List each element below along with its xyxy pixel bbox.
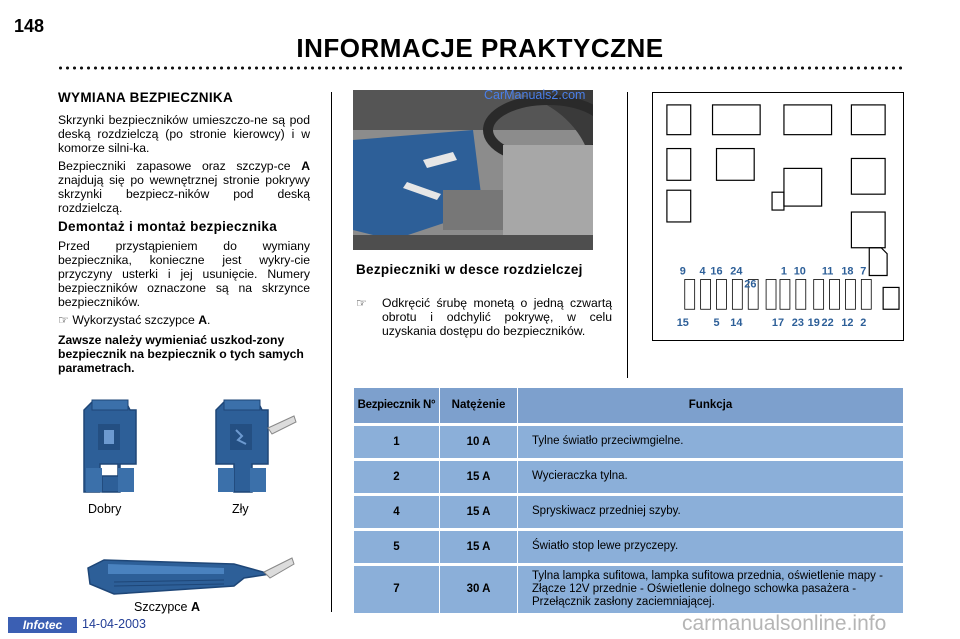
fuse-slot [796,279,806,309]
fuse-number-label: 26 [744,278,757,291]
pointing-hand-icon: ☞ [356,296,367,310]
fuse-amperage: 15 A [440,459,518,494]
fuse-number-label: 18 [841,265,854,278]
fuse-function: Wycieraczka tylna. [518,459,904,494]
fuse-slot [845,279,855,309]
table-header-row [354,388,904,424]
removal-subheading: Demontaż i montaż bezpiecznika [58,219,278,234]
fuse-number-label: 11 [821,265,834,278]
paragraph-spare-fuses [58,159,310,215]
page-number: 148 [14,16,45,36]
footer-site-watermark: carmanualsonline.info [682,612,887,635]
replacement-warning: Zawsze należy wymieniać uszkod-zony bezpiecznik na bezpiecznik o tych samych parametrach. [58,333,304,375]
fuse-amperage: 30 A [440,564,518,613]
fuse-slot [861,279,871,309]
header-amperage: Natężenie [440,388,518,424]
fuse-number-label: 16 [710,265,723,278]
instruction-text: Odkręcić śrubę monetą o jedną czwartą obrotu i odchylić pokrywę, w celu uzyskania dostępu do bezpieczników. [382,296,612,338]
spare-fuses-text-1: Bezpieczniki zapasowe oraz szczyp-ce [58,159,291,173]
column-divider-left [331,92,332,612]
fuse-slot [701,279,711,309]
fuse-function: Tylna lampka sufitowa, lampka sufitowa przednia, oświetlenie mapy - Złącze 12V przednie - Oświetlenie dolnego schowka pasażera - Przełącznik zasłony zaciemniającej. [518,564,904,613]
table-row [354,529,904,564]
good-fuse-image [78,398,142,496]
header-function: Funkcja [518,388,904,424]
fuse-slot [830,279,840,309]
fuse-slot [732,279,742,309]
fuse-box-diagram [652,92,904,341]
fuse-slot [685,279,695,309]
fuse-number-label: 17 [771,317,785,330]
watermark-text: CarManuals2.com [484,88,586,102]
fuse-function: Światło stop lewe przyczepy. [518,529,904,564]
fuse-amperage: 15 A [440,494,518,529]
fuse-number-label: 2 [860,317,867,330]
fuse-function: Tylne światło przeciwmgielne. [518,424,904,459]
header-fuse-number: Bezpiecznik N° [354,388,440,424]
dashboard-photo [353,90,593,250]
paragraph-before-replacement: Przed przystąpieniem do wymiany bezpiecznika, konieczne jest wykry-cie przyczyny usterki i jej usunięcie. Numery bezpieczników oznaczone są na skrzynce bezpieczników. [58,239,310,309]
fuse-amperage: 10 A [440,424,518,459]
fuse-table [353,388,903,613]
table-row [354,424,904,459]
infotec-logo: Infotec [8,617,77,633]
fuse-number-label: 4 [699,265,706,278]
dashboard-fuses-instruction [356,296,612,338]
pliers-label: Szczypce A [134,600,201,614]
pointing-hand-icon: ☞ [58,313,69,327]
table-row [354,564,904,613]
pliers-bullet-text: Wykorzystać szczypce [72,313,195,327]
fuse-number: 4 [354,494,440,529]
fuse-slot [780,279,790,309]
fuse-number-label: 12 [841,317,854,330]
dashboard-fuses-heading: Bezpieczniki w desce rozdzielczej [356,262,583,277]
publication-date: 14-04-2003 [82,617,146,631]
table-row [354,459,904,494]
dotted-divider [57,65,905,71]
pliers-bullet: ☞ Wykorzystać szczypce A. [58,313,211,327]
fuse-slot [814,279,824,309]
pliers-bullet-letter: A [198,313,207,327]
column-divider-right [627,92,628,378]
pliers-image [84,534,296,598]
fuse-number-label: 23 [791,317,804,330]
page-title: INFORMACJE PRAKTYCZNE [296,33,664,63]
fuse-number-label: 5 [713,317,720,330]
fuse-number: 2 [354,459,440,494]
fuse-amperage: 15 A [440,529,518,564]
fuse-number-label: 14 [730,317,743,330]
fuse-number-label: 19 [807,317,820,330]
good-fuse-label: Dobry [88,502,122,516]
paragraph-fuse-boxes: Skrzynki bezpieczników umieszczo-ne są pod deską rozdzielczą (po stronie kierowcy) i w komorze silni-ka. [58,113,310,155]
fuse-number-label: 1 [780,265,787,278]
fuse-number-label: 9 [679,265,686,278]
fuse-number-label: 10 [793,265,806,278]
fuse-slot [766,279,776,309]
fuse-slot [716,279,726,309]
spare-fuses-text-2: znajdują się po wewnętrznej stronie pokrywy skrzynki bezpiecz-ników pod deską rozdzielczą. [58,173,310,215]
pliers-letter: A [301,159,310,173]
blown-fuse-label: Zły [232,502,249,516]
section-heading: WYMIANA BEZPIECZNIKA [58,90,233,105]
fuse-number-label: 7 [860,265,867,278]
left-column [58,90,310,375]
fuse-number-label: 15 [676,317,689,330]
fuse-number: 5 [354,529,440,564]
fuse-function: Spryskiwacz przedniej szyby. [518,494,904,529]
table-row [354,494,904,529]
fuse-number: 7 [354,564,440,613]
fuse-number-label: 24 [730,265,743,278]
fuse-number-label: 22 [821,317,834,330]
blown-fuse-image [214,398,298,496]
fuse-number: 1 [354,424,440,459]
